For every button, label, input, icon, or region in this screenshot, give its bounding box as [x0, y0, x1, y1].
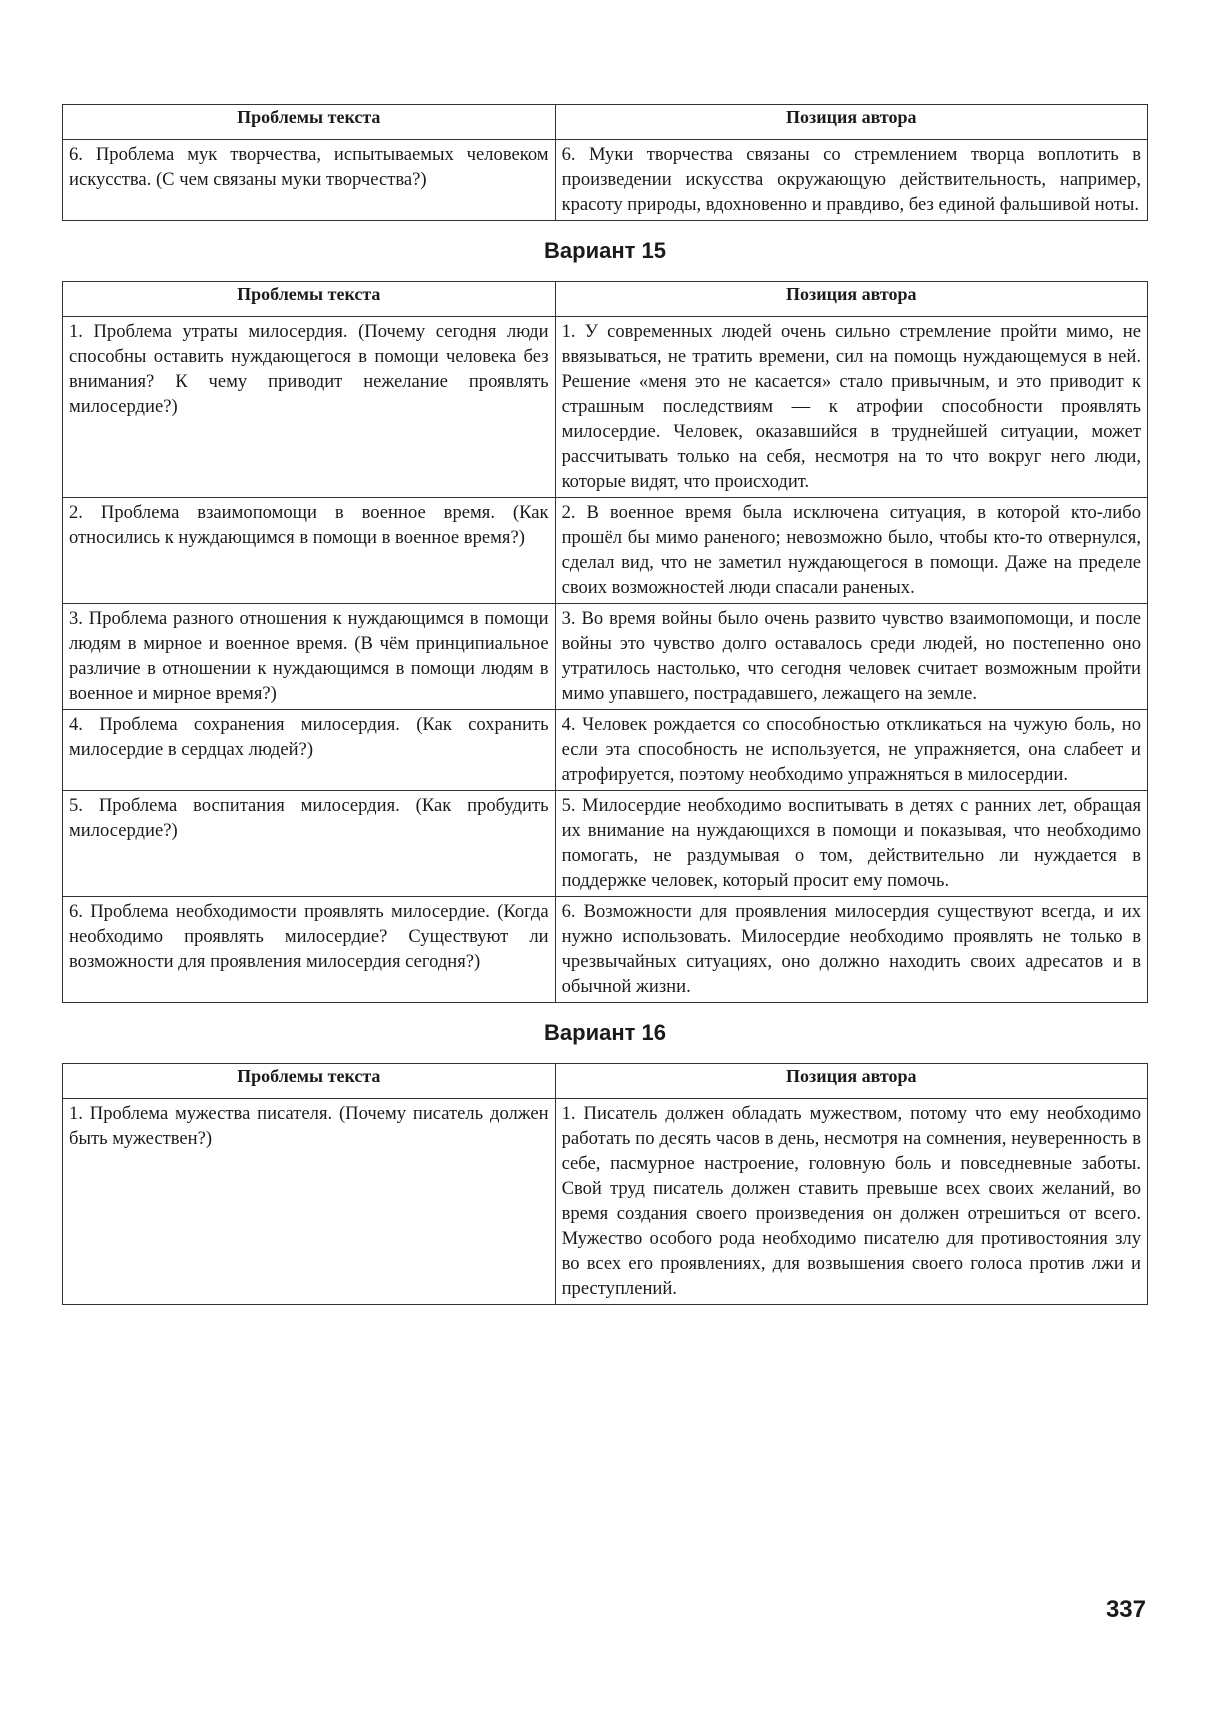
- page-content: [62, 104, 1148, 1305]
- problem-cell: 6. Проблема необходимости проявлять милосердие. (Когда необходимо проявлять милосердие? Существуют ли возможности для проявления милосердия сегодня?): [63, 897, 556, 1003]
- problem-cell: 5. Проблема воспитания милосердия. (Как пробудить милосердие?): [63, 791, 556, 897]
- table-row: [63, 710, 1148, 791]
- table-variant-15: [62, 281, 1148, 1003]
- header-position: Позиция автора: [555, 282, 1147, 317]
- table-continued: [62, 104, 1148, 221]
- position-cell: 4. Человек рождается со способностью откликаться на чужую боль, но если эта способность не используется, не упражняется, она слабеет и атрофируется, поэтому необходимо упражняться в милосердии.: [555, 710, 1147, 791]
- problem-cell: 1. Проблема утраты милосердия. (Почему сегодня люди способны оставить нуждающегося в помощи человека без внимания? К чему приводит нежелание проявлять милосердие?): [63, 317, 556, 498]
- variant-15-title: Вариант 15: [544, 238, 666, 263]
- header-position: Позиция автора: [555, 1064, 1147, 1099]
- position-cell: 6. Возможности для проявления милосердия существуют всегда, и их нужно использовать. Милосердие необходимо проявлять не только в чрезвычайных ситуациях, оно должно находить своих адресатов и в обычной жизни.: [555, 897, 1147, 1003]
- table-row: [63, 317, 1148, 498]
- table-row: [63, 791, 1148, 897]
- problem-cell: 4. Проблема сохранения милосердия. (Как сохранить милосердие в сердцах людей?): [63, 710, 556, 791]
- problem-cell: 2. Проблема взаимопомощи в военное время. (Как относились к нуждающимся в помощи в военное время?): [63, 498, 556, 604]
- table-row: [63, 140, 1148, 221]
- position-cell: 1. У современных людей очень сильно стремление пройти мимо, не ввязываться, не тратить времени, сил на помощь нуждающемуся в ней. Решение «меня это не касается» стало привычным, и это приводит к страшным последствиям — к атрофии способности проявлять милосердие. Человек, оказавшийся в труднейшей ситуации, может рассчитывать только на себя, несмотря на то что вокруг него люди, которые видят, что происходит.: [555, 317, 1147, 498]
- table-row: [63, 897, 1148, 1003]
- header-problems: Проблемы текста: [63, 105, 556, 140]
- page-number: 337: [1105, 1596, 1146, 1623]
- header-position: Позиция автора: [555, 105, 1147, 140]
- table-header-row: [63, 282, 1148, 317]
- table-variant-16: [62, 1063, 1148, 1305]
- position-cell: 6. Муки творчества связаны со стремлением творца воплотить в произведении искусства окружающую действительность, например, красоту природы, вдохновенно и правдиво, без единой фальшивой ноты.: [555, 140, 1147, 221]
- position-cell: 3. Во время войны было очень развито чувство взаимопомощи, и после войны это чувство долго оставалось среди людей, но постепенно оно утратилось настолько, что сегодня человек считает возможным пройти мимо упавшего, пострадавшего, лежащего на земле.: [555, 604, 1147, 710]
- position-cell: 1. Писатель должен обладать мужеством, потому что ему необходимо работать по десять часов в день, несмотря на сомнения, неуверенность в себе, пасмурное настроение, головную боль и повседневные заботы. Свой труд писатель должен ставить превыше всех своих желаний, во время создания своего произведения он должен отрешиться от всего. Мужество особого рода необходимо писателю для противостояния злу во всех его проявлениях, для возвышения своего голоса против лжи и преступлений.: [555, 1099, 1147, 1305]
- problem-cell: 1. Проблема мужества писателя. (Почему писатель должен быть мужествен?): [63, 1099, 556, 1305]
- table-row: [63, 604, 1148, 710]
- position-cell: 5. Милосердие необходимо воспитывать в детях с ранних лет, обращая их внимание на нуждающихся в помощи и показывая, что необходимо помогать, не раздумывая о том, действительно ли нуждается в поддержке человек, который просит ему помочь.: [555, 791, 1147, 897]
- table-row: [63, 1099, 1148, 1305]
- header-problems: Проблемы текста: [63, 1064, 556, 1099]
- problem-cell: 6. Проблема мук творчества, испытываемых человеком искусства. (С чем связаны муки творчества?): [63, 140, 556, 221]
- position-cell: 2. В военное время была исключена ситуация, в которой кто-либо прошёл бы мимо раненого; невозможно было, чтобы кто-то отвернулся, сделал вид, что не заметил нуждающегося в помощи. Даже на пределе своих возможностей люди спасали раненых.: [555, 498, 1147, 604]
- table-header-row: [63, 1064, 1148, 1099]
- header-problems: Проблемы текста: [63, 282, 556, 317]
- variant-16-title: Вариант 16: [544, 1020, 666, 1045]
- table-row: [63, 498, 1148, 604]
- table-header-row: [63, 105, 1148, 140]
- problem-cell: 3. Проблема разного отношения к нуждающимся в помощи людям в мирное и военное время. (В чём принципиальное различие в отношении к нуждающимся в помощи людям в военное и мирное время?): [63, 604, 556, 710]
